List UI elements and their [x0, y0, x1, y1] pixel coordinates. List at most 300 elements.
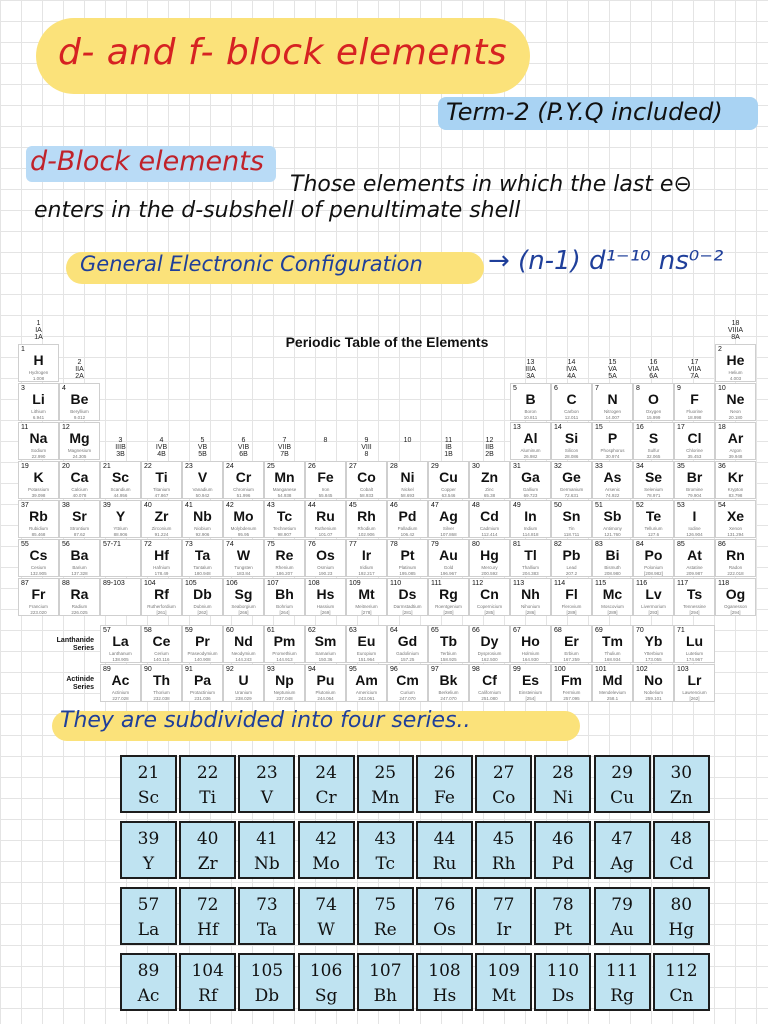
d-series-tile-os: [416, 887, 473, 945]
element-sb: [592, 500, 633, 538]
element-nh: [510, 578, 551, 616]
group-label: 11: [444, 437, 453, 444]
group-label: 5A: [608, 373, 617, 380]
tile-symbol: Mn: [371, 788, 400, 808]
tile-atomic-number: 57: [137, 895, 160, 915]
atomic-mass: 114.818: [522, 532, 539, 537]
atomic-number: 95: [349, 666, 357, 673]
atomic-number: 15: [595, 424, 603, 431]
group-label: IB: [445, 444, 452, 451]
atomic-mass: 87.62: [73, 532, 86, 537]
group-label: 7: [282, 437, 287, 444]
element-am: [346, 664, 387, 702]
element-symbol: H: [33, 352, 44, 368]
atomic-mass: 209.987: [686, 571, 703, 576]
atomic-mass: [262]: [689, 696, 700, 701]
element-name: Tennessine: [683, 604, 706, 609]
group-label: 5B: [198, 451, 207, 458]
element-br: [674, 461, 715, 499]
element-symbol: In: [524, 508, 537, 524]
atomic-mass: 208.980: [604, 571, 621, 576]
atomic-number: 118: [718, 580, 730, 587]
atomic-number: 29: [431, 463, 439, 470]
element-name: Europium: [356, 651, 377, 656]
group-label: 2A: [75, 373, 84, 380]
element-yb: [633, 625, 674, 663]
atomic-number: 102: [636, 666, 648, 673]
atomic-number: 80: [472, 541, 480, 548]
element-ba: [59, 539, 100, 577]
atomic-mass: 223.020: [30, 610, 47, 615]
element-name: Rubidium: [28, 526, 48, 531]
element-symbol: V: [197, 469, 208, 485]
element-ti: [141, 461, 182, 499]
d-series-tile-sc: [120, 755, 177, 813]
element-la: [100, 625, 141, 663]
element-symbol: He: [726, 352, 745, 368]
atomic-mass: 22.990: [31, 454, 46, 459]
atomic-number: 59: [185, 627, 193, 634]
element-name: Lutetium: [685, 651, 704, 656]
d-series-tile-hg: [653, 887, 710, 945]
element-tb: [428, 625, 469, 663]
atomic-number: 67: [513, 627, 521, 634]
element-no: [633, 664, 674, 702]
atomic-mass: [294]: [689, 610, 700, 615]
atomic-number: 1: [21, 346, 25, 353]
atomic-mass: 79.904: [687, 493, 702, 498]
d-series-tile-ru: [416, 821, 473, 879]
element-mo: [223, 500, 264, 538]
tile-atomic-number: 80: [670, 895, 693, 915]
d-series-tile-cn: [653, 953, 710, 1011]
atomic-mass: 257.095: [563, 696, 580, 701]
element-symbol: Cf: [482, 672, 497, 688]
config-label: General Electronic Configuration: [80, 252, 423, 276]
atomic-mass: 121.760: [604, 532, 621, 537]
tile-symbol: Co: [492, 788, 516, 808]
group-label: 7A: [690, 373, 699, 380]
element-sr: [59, 500, 100, 538]
atomic-mass: [293]: [648, 610, 659, 615]
element-name: Cobalt: [359, 487, 373, 492]
atomic-mass: 39.098: [31, 493, 46, 498]
element-pu: [305, 664, 346, 702]
tile-symbol: Pt: [553, 920, 573, 940]
element-name: Gold: [443, 565, 454, 570]
atomic-number: 98: [472, 666, 480, 673]
tile-atomic-number: 76: [433, 895, 456, 915]
group-label: IVA: [566, 366, 577, 373]
atomic-number: 32: [554, 463, 562, 470]
element-name: Sulfur: [647, 448, 660, 453]
element-name: Yttrium: [113, 526, 128, 531]
element-name: Oxygen: [645, 409, 662, 414]
element-symbol: Kr: [727, 469, 744, 485]
atomic-mass: 28.086: [564, 454, 579, 459]
atomic-number: 44: [308, 502, 316, 509]
element-name: Mercury: [481, 565, 498, 570]
atomic-number: 113: [513, 580, 525, 587]
element-ar: [715, 422, 756, 460]
tile-atomic-number: 74: [315, 895, 337, 915]
element-mt: [346, 578, 387, 616]
element-pa: [182, 664, 223, 702]
atomic-mass: 58.693: [400, 493, 415, 498]
group-label: 8A: [731, 334, 740, 341]
atomic-mass: 10.811: [523, 415, 538, 420]
atomic-number: 51: [595, 502, 603, 509]
atomic-mass: [264]: [279, 610, 290, 615]
element-symbol: Cn: [480, 586, 499, 602]
tile-atomic-number: 42: [315, 829, 337, 849]
atomic-number: 61: [267, 627, 275, 634]
element-ga: [510, 461, 551, 499]
atomic-number: 34: [636, 463, 644, 470]
element-symbol: Tm: [602, 633, 623, 649]
element-ac: [100, 664, 141, 702]
d-series-tile-fe: [416, 755, 473, 813]
element-symbol: Cm: [396, 672, 419, 688]
atomic-mass: 186.207: [276, 571, 293, 576]
atomic-number: 101: [595, 666, 607, 673]
series-placeholder: [100, 539, 141, 577]
atomic-mass: 26.982: [523, 454, 538, 459]
atomic-number: 92: [226, 666, 234, 673]
element-mc: [592, 578, 633, 616]
element-symbol: Eu: [357, 633, 376, 649]
tile-symbol: Rg: [610, 986, 634, 1006]
element-symbol: Hs: [316, 586, 335, 602]
tile-symbol: Cn: [669, 986, 694, 1006]
atomic-mass: 47.867: [154, 493, 169, 498]
element-h: [18, 344, 59, 382]
atomic-mass: 32.065: [646, 454, 661, 459]
element-symbol: Lv: [645, 586, 662, 602]
atomic-mass: 231.036: [194, 696, 211, 701]
atomic-number: 64: [390, 627, 398, 634]
group-label: 15: [608, 359, 617, 366]
atomic-mass: 196.967: [440, 571, 457, 576]
element-pm: [264, 625, 305, 663]
group-label: 3B: [116, 451, 125, 458]
atomic-mass: 238.029: [235, 696, 252, 701]
element-na: [18, 422, 59, 460]
element-name: Ytterbium: [643, 651, 664, 656]
atomic-mass: 164.930: [522, 657, 539, 662]
atomic-number: 3: [21, 385, 25, 392]
element-name: Einsteinium: [518, 690, 543, 695]
element-symbol: Zr: [154, 508, 169, 524]
atomic-mass: 78.971: [646, 493, 661, 498]
element-pt: [387, 539, 428, 577]
atomic-mass: 12.011: [564, 415, 579, 420]
d-series-tile-rg: [594, 953, 651, 1011]
tile-atomic-number: 109: [487, 961, 520, 981]
atomic-number: 52: [636, 502, 644, 509]
element-symbol: Al: [523, 430, 538, 446]
atomic-number: 116: [636, 580, 648, 587]
d-series-tile-hs: [416, 953, 473, 1011]
element-name: Vanadium: [192, 487, 213, 492]
element-symbol: Bh: [275, 586, 294, 602]
atomic-mass: 158.925: [440, 657, 457, 662]
tile-atomic-number: 104: [191, 961, 224, 981]
element-name: Mendelevium: [599, 690, 626, 695]
element-symbol: Tc: [276, 508, 293, 524]
tile-symbol: Zn: [669, 788, 693, 808]
d-series-tile-au: [594, 887, 651, 945]
group-label: VIII: [361, 444, 372, 451]
tile-symbol: Zr: [197, 854, 218, 874]
atomic-number: 31: [513, 463, 521, 470]
atomic-number: 62: [308, 627, 316, 634]
element-name: Arsenic: [604, 487, 620, 492]
element-name: Samarium: [315, 651, 336, 656]
element-name: Niobium: [194, 526, 211, 531]
actinide-series-label: Actinide Series: [66, 676, 94, 691]
element-symbol: Mg: [69, 430, 90, 446]
element-symbol: Ta: [194, 547, 211, 563]
atomic-number: 19: [21, 463, 29, 470]
tile-atomic-number: 23: [256, 763, 278, 783]
group-label: 10: [403, 437, 412, 444]
tile-symbol: Bh: [373, 986, 398, 1006]
element-name: Moscovium: [601, 604, 624, 609]
element-symbol: Sc: [111, 469, 130, 485]
term-label: Term-2 (P.Y.Q included): [446, 98, 723, 126]
tile-symbol: Hf: [197, 920, 219, 940]
group-label: 2B: [485, 451, 494, 458]
element-symbol: Ce: [152, 633, 171, 649]
d-series-tile-mn: [357, 755, 414, 813]
element-symbol: Rh: [357, 508, 376, 524]
element-symbol: Y: [115, 508, 126, 524]
atomic-mass: 178.49: [154, 571, 169, 576]
element-cm: [387, 664, 428, 702]
element-se: [633, 461, 674, 499]
element-symbol: Pu: [316, 672, 335, 688]
element-fm: [551, 664, 592, 702]
element-symbol: Mn: [274, 469, 295, 485]
element-hg: [469, 539, 510, 577]
tile-atomic-number: 47: [611, 829, 633, 849]
element-name: Thorium: [153, 690, 170, 695]
tile-symbol: Pd: [551, 854, 575, 874]
atomic-mass: 50.942: [195, 493, 210, 498]
group-label: IA: [35, 327, 42, 334]
element-name: Helium: [728, 370, 743, 375]
element-symbol: Po: [644, 547, 663, 563]
atomic-number: 18: [718, 424, 726, 431]
periodic-table-title: Periodic Table of the Elements: [285, 334, 489, 350]
element-symbol: Bk: [439, 672, 458, 688]
element-cd: [469, 500, 510, 538]
atomic-mass: 92.906: [195, 532, 210, 537]
element-hs: [305, 578, 346, 616]
atomic-mass: 40.078: [72, 493, 87, 498]
element-symbol: Ar: [727, 430, 744, 446]
element-ts: [674, 578, 715, 616]
element-name: Barium: [72, 565, 87, 570]
element-name: Lawrencium: [682, 690, 707, 695]
element-name: Nickel: [401, 487, 414, 492]
element-symbol: Tb: [439, 633, 458, 649]
element-bh: [264, 578, 305, 616]
atomic-number: 35: [677, 463, 685, 470]
atomic-number: 108: [308, 580, 320, 587]
element-symbol: K: [33, 469, 44, 485]
element-symbol: Gd: [397, 633, 418, 649]
atomic-mass: 51.996: [236, 493, 251, 498]
atomic-mass: [280]: [443, 610, 454, 615]
element-name: Aluminum: [520, 448, 541, 453]
atomic-number: 74: [226, 541, 234, 548]
atomic-number: 112: [472, 580, 484, 587]
atomic-mass: 226.025: [71, 610, 88, 615]
atomic-number: 2: [718, 346, 722, 353]
element-symbol: Am: [355, 672, 378, 688]
atomic-mass: [286]: [525, 610, 536, 615]
tile-symbol: Nb: [254, 854, 280, 874]
group-label: IIB: [485, 444, 494, 451]
element-name: Actinium: [111, 690, 130, 695]
element-name: Roentgenium: [435, 604, 462, 609]
element-i: [674, 500, 715, 538]
d-series-tile-tc: [357, 821, 414, 879]
element-name: Rhodium: [357, 526, 376, 531]
element-symbol: Cr: [235, 469, 252, 485]
atomic-number: 88: [62, 580, 70, 587]
element-symbol: Nd: [234, 633, 253, 649]
element-symbol: Na: [29, 430, 48, 446]
tile-symbol: Ag: [610, 854, 634, 874]
atomic-mass: 144.913: [276, 657, 293, 662]
atomic-number: 97: [431, 666, 439, 673]
atomic-number: 111: [431, 580, 442, 587]
group-label: 1B: [444, 451, 453, 458]
dblock-heading: d-Block elements: [30, 146, 264, 177]
element-symbol: F: [690, 391, 699, 407]
element-symbol: Pm: [273, 633, 296, 649]
element-ra: [59, 578, 100, 616]
element-o: [633, 383, 674, 421]
element-lu: [674, 625, 715, 663]
element-pd: [387, 500, 428, 538]
element-ni: [387, 461, 428, 499]
atomic-number: 104: [144, 580, 156, 587]
element-er: [551, 625, 592, 663]
element-rf: [141, 578, 182, 616]
element-symbol: Ts: [686, 586, 703, 602]
element-rh: [346, 500, 387, 538]
atomic-number: 26: [308, 463, 316, 470]
atomic-number: 76: [308, 541, 316, 548]
element-name: Lead: [566, 565, 577, 570]
atomic-number: 114: [554, 580, 566, 587]
atomic-mass: 192.217: [358, 571, 375, 576]
atomic-mass: 6.941: [32, 415, 45, 420]
atomic-number: 30: [472, 463, 480, 470]
element-ho: [510, 625, 551, 663]
element-name: Bromine: [686, 487, 703, 492]
d-series-tile-zn: [653, 755, 710, 813]
atomic-number: 77: [349, 541, 357, 548]
element-name: Antimony: [603, 526, 622, 531]
element-name: Neodymium: [231, 651, 256, 656]
group-label: 7B: [280, 451, 289, 458]
group-header: [59, 359, 100, 380]
atomic-number: 10: [718, 385, 726, 392]
atomic-mass: 168.934: [604, 657, 621, 662]
group-label: 6A: [649, 373, 658, 380]
atomic-mass: 74.922: [605, 493, 620, 498]
element-cl: [674, 422, 715, 460]
element-name: Berkelium: [438, 690, 459, 695]
group-label: 3: [118, 437, 123, 444]
element-symbol: Ca: [70, 469, 89, 485]
atomic-number: 11: [21, 424, 29, 431]
element-name: Darmstadtium: [393, 604, 422, 609]
group-header: [264, 437, 305, 458]
group-label: VA: [608, 366, 617, 373]
atomic-mass: [208.982]: [644, 571, 663, 576]
d-series-tile-sg: [298, 953, 355, 1011]
atomic-number: 46: [390, 502, 398, 509]
element-ta: [182, 539, 223, 577]
element-name: Uranium: [234, 690, 252, 695]
element-name: Iridium: [359, 565, 374, 570]
element-name: Nobelium: [643, 690, 663, 695]
element-symbol: Mt: [358, 586, 375, 602]
element-name: Erbium: [564, 651, 579, 656]
element-name: Astatine: [686, 565, 703, 570]
tile-atomic-number: 105: [250, 961, 284, 981]
element-name: Silicon: [564, 448, 579, 453]
element-name: Germanium: [559, 487, 584, 492]
element-symbol: Pb: [562, 547, 581, 563]
tile-symbol: Rh: [491, 854, 516, 874]
atomic-number: 70: [636, 627, 644, 634]
element-symbol: Mo: [233, 508, 254, 524]
element-name: Praseodymium: [187, 651, 218, 656]
atomic-mass: 106.42: [400, 532, 415, 537]
atomic-number: 91: [185, 666, 193, 673]
d-series-tile-cu: [594, 755, 651, 813]
element-symbol: Be: [70, 391, 89, 407]
group-label: 5: [200, 437, 205, 444]
tile-symbol: Ru: [432, 854, 457, 874]
atomic-mass: 232.038: [153, 696, 170, 701]
group-label: 6: [241, 437, 246, 444]
tile-symbol: Tc: [375, 854, 396, 874]
element-symbol: Zn: [480, 469, 499, 485]
atomic-number: 6: [554, 385, 558, 392]
element-symbol: Co: [357, 469, 376, 485]
tile-atomic-number: 111: [605, 961, 639, 981]
atomic-number: 60: [226, 627, 234, 634]
group-label: IIIB: [115, 444, 126, 451]
tile-atomic-number: 108: [428, 961, 461, 981]
element-symbol: Rn: [726, 547, 745, 563]
element-fl: [551, 578, 592, 616]
element-c: [551, 383, 592, 421]
group-header: [510, 359, 551, 380]
tile-atomic-number: 72: [196, 895, 219, 915]
element-og: [715, 578, 756, 616]
element-zn: [469, 461, 510, 499]
group-label: 6B: [239, 451, 248, 458]
